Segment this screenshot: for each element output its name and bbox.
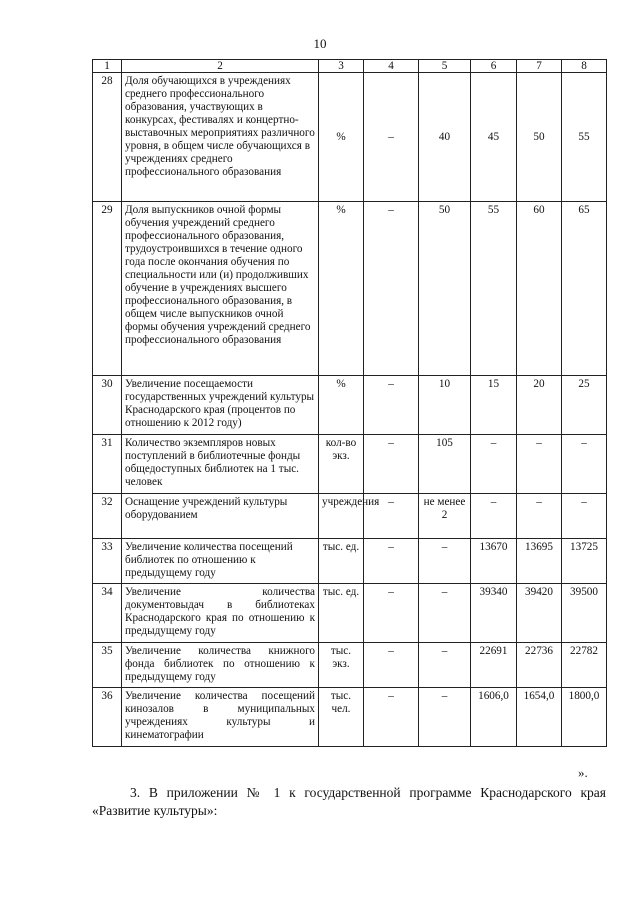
indicators-table <box>92 59 607 747</box>
value-cell: 15 <box>471 376 517 435</box>
value-cell: – <box>364 643 419 688</box>
value-cell: – <box>419 584 471 643</box>
value-cell: 22691 <box>471 643 517 688</box>
value-cell: 45 <box>471 73 517 202</box>
value-cell: 55 <box>471 202 517 376</box>
value-cell: – <box>364 494 419 539</box>
header-cell: 7 <box>517 60 562 73</box>
value-cell: – <box>419 643 471 688</box>
value-cell: 65 <box>562 202 607 376</box>
value-cell: 39340 <box>471 584 517 643</box>
row-number: 28 <box>93 73 122 202</box>
value-cell: 55 <box>562 73 607 202</box>
row-number: 30 <box>93 376 122 435</box>
value-cell: – <box>364 539 419 584</box>
closing-quote-mark: ». <box>578 765 588 780</box>
unit-cell: % <box>319 73 364 202</box>
value-cell: – <box>419 539 471 584</box>
value-cell: 22736 <box>517 643 562 688</box>
indicator-description: Увеличение посещаемости государственных учреждений культуры Краснодарского края (процентов по отношению к 2012 году) <box>122 376 319 435</box>
table-row <box>93 202 607 376</box>
value-cell: – <box>471 494 517 539</box>
value-cell: 13670 <box>471 539 517 584</box>
value-cell: 22782 <box>562 643 607 688</box>
value-cell: 10 <box>419 376 471 435</box>
value-cell: – <box>364 202 419 376</box>
value-cell: – <box>517 494 562 539</box>
unit-cell: учреждения <box>319 494 364 539</box>
value-cell: – <box>364 376 419 435</box>
table-row <box>93 539 607 584</box>
header-cell: 2 <box>122 60 319 73</box>
indicator-description: Доля обучающихся в учреждениях среднего профессионального образования, участвующих в конкурсах, фестивалях и концертно-выставочных мероприятиях различного уровня, в общем числе обучающихся в учреждениях среднего профессионального образования <box>122 73 319 202</box>
table-row <box>93 73 607 202</box>
indicator-description: Увеличение количества документовыдач в библиотеках Краснодарского края по отношению к предыдущему году <box>122 584 319 643</box>
unit-cell: тыс. ед. <box>319 584 364 643</box>
indicator-description: Доля выпускников очной формы обучения учреждений среднего профессионального образования, трудоустроившихся в течение одного года после окончания обучения по специальности или (и) продолживших обучение в учреждениях высшего профессионального образования, в общем числе выпускников очной формы обучения учреждений среднего профессионального образования <box>122 202 319 376</box>
table-row <box>93 688 607 747</box>
header-cell: 5 <box>419 60 471 73</box>
table-row <box>93 376 607 435</box>
value-cell: 105 <box>419 435 471 494</box>
value-cell: 1654,0 <box>517 688 562 747</box>
header-cell: 3 <box>319 60 364 73</box>
amendment-paragraph: 3. В приложении № 1 к государственной программе Краснодарского края «Развитие культуры»: <box>92 785 606 818</box>
table-row <box>93 494 607 539</box>
table-row <box>93 435 607 494</box>
unit-cell: % <box>319 376 364 435</box>
indicator-description: Количество экземпляров новых поступлений в библиотечные фонды общедоступных библиотек на 1 тыс. человек <box>122 435 319 494</box>
value-cell: 25 <box>562 376 607 435</box>
value-cell: 1800,0 <box>562 688 607 747</box>
row-number: 33 <box>93 539 122 584</box>
unit-cell: тыс. экз. <box>319 643 364 688</box>
value-cell: 50 <box>517 73 562 202</box>
unit-cell: % <box>319 202 364 376</box>
value-cell: 20 <box>517 376 562 435</box>
header-row <box>93 60 607 73</box>
row-number: 35 <box>93 643 122 688</box>
value-cell: 40 <box>419 73 471 202</box>
indicator-description: Увеличение количества посещений кинозалов в муниципальных учреждениях культуры и кинематографии <box>122 688 319 747</box>
value-cell: 39500 <box>562 584 607 643</box>
unit-cell: тыс. чел. <box>319 688 364 747</box>
value-cell: 13695 <box>517 539 562 584</box>
row-number: 29 <box>93 202 122 376</box>
header-cell: 6 <box>471 60 517 73</box>
value-cell: 39420 <box>517 584 562 643</box>
indicator-description: Оснащение учреждений культуры оборудованием <box>122 494 319 539</box>
row-number: 31 <box>93 435 122 494</box>
value-cell: – <box>364 688 419 747</box>
value-cell: – <box>364 73 419 202</box>
header-cell: 8 <box>562 60 607 73</box>
value-cell: – <box>471 435 517 494</box>
value-cell: – <box>364 435 419 494</box>
value-cell: – <box>562 435 607 494</box>
table-row <box>93 643 607 688</box>
value-cell: 60 <box>517 202 562 376</box>
value-cell: – <box>562 494 607 539</box>
value-cell: 1606,0 <box>471 688 517 747</box>
value-cell: – <box>517 435 562 494</box>
unit-cell: кол-во экз. <box>319 435 364 494</box>
header-cell: 1 <box>93 60 122 73</box>
page-number: 10 <box>313 36 327 51</box>
value-cell: 13725 <box>562 539 607 584</box>
value-cell: – <box>364 584 419 643</box>
value-cell: – <box>419 688 471 747</box>
indicator-description: Увеличение количества книжного фонда библиотек по отношению к предыдущему году <box>122 643 319 688</box>
value-cell: 50 <box>419 202 471 376</box>
header-cell: 4 <box>364 60 419 73</box>
indicator-description: Увеличение количества посещений библиотек по отношению к предыдущему году <box>122 539 319 584</box>
row-number: 34 <box>93 584 122 643</box>
unit-cell: тыс. ед. <box>319 539 364 584</box>
row-number: 32 <box>93 494 122 539</box>
value-cell: не менее 2 <box>419 494 471 539</box>
table-row <box>93 584 607 643</box>
row-number: 36 <box>93 688 122 747</box>
